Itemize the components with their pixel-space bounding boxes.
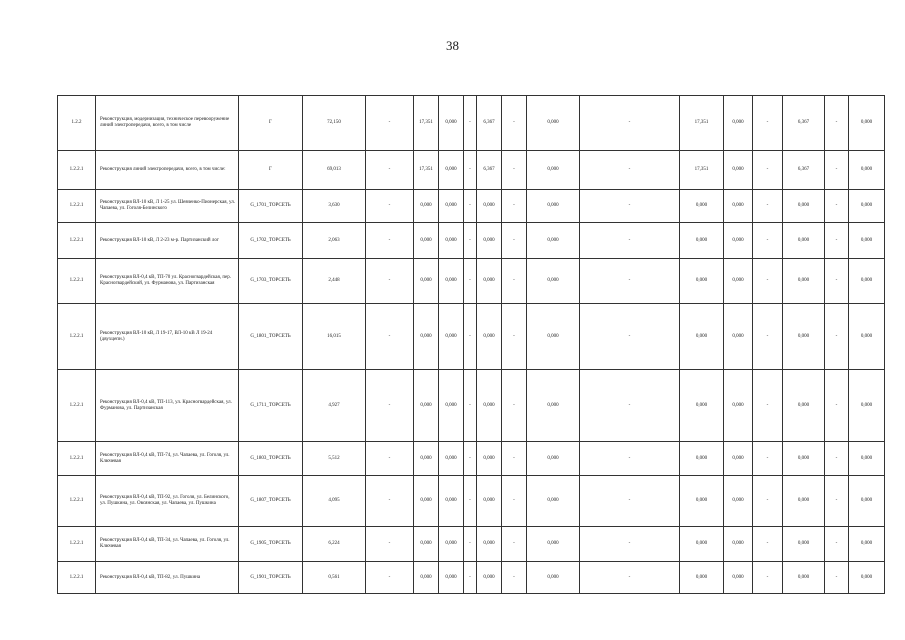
- cell-c18: 0,000: [849, 223, 885, 259]
- table-row: [58, 527, 885, 562]
- cell-c8: -: [464, 304, 477, 370]
- investment-table: [57, 95, 885, 594]
- cell-c16: 0,000: [783, 259, 825, 304]
- cell-c5: -: [366, 151, 414, 190]
- cell-c5: -: [366, 442, 414, 476]
- cell-c16: 0,000: [783, 223, 825, 259]
- cell-name: Реконструкция ВЛ-10 кВ, Л 19-17, ВЛ-10 кВ Л 19-24 (двухцепн.): [96, 304, 239, 370]
- cell-c18: 0,000: [849, 527, 885, 562]
- cell-c9: 0,000: [477, 370, 502, 442]
- cell-value: 16,015: [303, 304, 366, 370]
- table-row: [58, 190, 885, 223]
- cell-c15: -: [753, 442, 783, 476]
- cell-c17: -: [825, 190, 849, 223]
- cell-c16: 0,000: [783, 304, 825, 370]
- cell-num: 1.2.2.1: [58, 223, 96, 259]
- cell-c10: -: [502, 259, 527, 304]
- cell-code: G_1702_ТОРСЕТЬ: [239, 223, 303, 259]
- cell-value: 3,630: [303, 190, 366, 223]
- cell-c15: -: [753, 370, 783, 442]
- cell-c9: 0,000: [477, 527, 502, 562]
- cell-c9: 0,000: [477, 562, 502, 594]
- cell-c10: -: [502, 442, 527, 476]
- cell-c18: 0,000: [849, 370, 885, 442]
- table-row: [58, 562, 885, 594]
- cell-value: 4,095: [303, 476, 366, 527]
- cell-c14: 0,000: [724, 442, 753, 476]
- cell-c5: -: [366, 304, 414, 370]
- cell-c9: 0,000: [477, 223, 502, 259]
- cell-c7: 0,000: [439, 304, 464, 370]
- cell-c15: -: [753, 223, 783, 259]
- cell-c10: -: [502, 304, 527, 370]
- cell-c11: 0,000: [527, 562, 580, 594]
- cell-c17: -: [825, 442, 849, 476]
- cell-c8: -: [464, 527, 477, 562]
- cell-code: G_1711_ТОРСЕТЬ: [239, 370, 303, 442]
- cell-c5: -: [366, 562, 414, 594]
- cell-c7: 0,000: [439, 96, 464, 151]
- cell-c7: 0,000: [439, 151, 464, 190]
- cell-c12: -: [580, 259, 680, 304]
- table-row: [58, 442, 885, 476]
- cell-c12: -: [580, 527, 680, 562]
- cell-c16: 0,000: [783, 476, 825, 527]
- cell-c9: 0,000: [477, 442, 502, 476]
- cell-c6: 0,000: [414, 259, 439, 304]
- cell-c6: 0,000: [414, 527, 439, 562]
- cell-c18: 0,000: [849, 151, 885, 190]
- cell-c15: -: [753, 562, 783, 594]
- cell-code: Г: [239, 96, 303, 151]
- cell-c10: -: [502, 96, 527, 151]
- cell-c6: 0,000: [414, 304, 439, 370]
- cell-c14: 0,000: [724, 190, 753, 223]
- cell-c13: 0,000: [680, 562, 724, 594]
- cell-c12: -: [580, 190, 680, 223]
- cell-code: G_1801_ТОРСЕТЬ: [239, 304, 303, 370]
- cell-c12: -: [580, 304, 680, 370]
- cell-c5: -: [366, 370, 414, 442]
- cell-value: 4,927: [303, 370, 366, 442]
- cell-c9: 0,000: [477, 304, 502, 370]
- cell-c11: 0,000: [527, 259, 580, 304]
- cell-c18: 0,000: [849, 190, 885, 223]
- cell-code: Г: [239, 151, 303, 190]
- cell-c15: -: [753, 151, 783, 190]
- cell-c5: -: [366, 476, 414, 527]
- cell-c13: 0,000: [680, 304, 724, 370]
- cell-c14: 0,000: [724, 96, 753, 151]
- cell-c8: -: [464, 370, 477, 442]
- cell-c11: 0,000: [527, 476, 580, 527]
- cell-num: 1.2.2.1: [58, 562, 96, 594]
- cell-c16: 0,000: [783, 442, 825, 476]
- cell-c17: -: [825, 562, 849, 594]
- cell-c18: 0,000: [849, 476, 885, 527]
- cell-c7: 0,000: [439, 562, 464, 594]
- cell-c12: -: [580, 96, 680, 151]
- cell-c9: 0,000: [477, 190, 502, 223]
- cell-c16: 6,367: [783, 151, 825, 190]
- cell-c15: -: [753, 527, 783, 562]
- cell-c6: 17,351: [414, 151, 439, 190]
- cell-c10: -: [502, 190, 527, 223]
- cell-c10: -: [502, 527, 527, 562]
- cell-num: 1.2.2.1: [58, 151, 96, 190]
- table-row: [58, 476, 885, 527]
- table-row: [58, 259, 885, 304]
- cell-c6: 0,000: [414, 562, 439, 594]
- cell-code: G_1905_ТОРСЕТЬ: [239, 527, 303, 562]
- cell-c5: -: [366, 259, 414, 304]
- cell-c10: -: [502, 476, 527, 527]
- cell-num: 1.2.2.1: [58, 370, 96, 442]
- cell-c8: -: [464, 562, 477, 594]
- cell-c8: -: [464, 190, 477, 223]
- cell-c11: 0,000: [527, 304, 580, 370]
- cell-name: Реконструкция линий электропередачи, всего, в том числе:: [96, 151, 239, 190]
- table-row: [58, 151, 885, 190]
- cell-c18: 0,000: [849, 96, 885, 151]
- cell-c12: -: [580, 370, 680, 442]
- cell-name: Реконструкция ВЛ-0,4 кВ, ТП-113, ул. Красногвардейская, ул. Фурманова, ул. Партизанская: [96, 370, 239, 442]
- cell-c18: 0,000: [849, 562, 885, 594]
- cell-c6: 17,351: [414, 96, 439, 151]
- cell-c9: 6,367: [477, 96, 502, 151]
- cell-c9: 0,000: [477, 259, 502, 304]
- cell-c11: 0,000: [527, 223, 580, 259]
- cell-c10: -: [502, 151, 527, 190]
- cell-value: 0,561: [303, 562, 366, 594]
- cell-c18: 0,000: [849, 259, 885, 304]
- cell-c9: 0,000: [477, 476, 502, 527]
- cell-c6: 0,000: [414, 442, 439, 476]
- page-number: 38: [446, 38, 459, 53]
- cell-name: Реконструкция ВЛ-0,4 кВ, ТП-74, ул. Чапаева, ул. Гоголя, ул. Ключевая: [96, 442, 239, 476]
- cell-num: 1.2.2.1: [58, 476, 96, 527]
- cell-c6: 0,000: [414, 223, 439, 259]
- cell-c15: -: [753, 96, 783, 151]
- cell-num: 1.2.2.1: [58, 259, 96, 304]
- cell-c7: 0,000: [439, 259, 464, 304]
- cell-c11: 0,000: [527, 442, 580, 476]
- cell-num: 1.2.2.1: [58, 304, 96, 370]
- cell-name: Реконструкция ВЛ-0,4 кВ, ТП-82, ул. Пушкина: [96, 562, 239, 594]
- cell-c17: -: [825, 96, 849, 151]
- cell-c6: 0,000: [414, 370, 439, 442]
- cell-c12: -: [580, 562, 680, 594]
- cell-c14: 0,000: [724, 527, 753, 562]
- cell-c16: 0,000: [783, 370, 825, 442]
- cell-name: Реконструкция ВЛ-0,4 кВ, ТП-70 ул. Красногвардейская, пер. Красногвардейский, ул. Фурманова, ул. Партизанская: [96, 259, 239, 304]
- cell-c17: -: [825, 223, 849, 259]
- cell-c5: -: [366, 96, 414, 151]
- cell-c10: -: [502, 562, 527, 594]
- cell-c15: -: [753, 304, 783, 370]
- cell-c16: 6,367: [783, 96, 825, 151]
- cell-c5: -: [366, 527, 414, 562]
- cell-c17: -: [825, 527, 849, 562]
- cell-c6: 0,000: [414, 476, 439, 527]
- table-row: [58, 96, 885, 151]
- cell-c11: 0,000: [527, 370, 580, 442]
- cell-c18: 0,000: [849, 304, 885, 370]
- cell-c13: 17,351: [680, 96, 724, 151]
- cell-c13: 0,000: [680, 223, 724, 259]
- cell-c8: -: [464, 476, 477, 527]
- cell-c8: -: [464, 259, 477, 304]
- cell-c7: 0,000: [439, 476, 464, 527]
- cell-name: Реконструкция ВЛ-0,4 кВ, ТП-34, ул. Чапаева, ул. Гоголя, ул. Ключевая: [96, 527, 239, 562]
- cell-c13: 17,351: [680, 151, 724, 190]
- cell-c14: 0,000: [724, 304, 753, 370]
- cell-c14: 0,000: [724, 370, 753, 442]
- cell-value: 69,013: [303, 151, 366, 190]
- cell-c11: 0,000: [527, 190, 580, 223]
- cell-c15: -: [753, 190, 783, 223]
- cell-c5: -: [366, 223, 414, 259]
- cell-c17: -: [825, 259, 849, 304]
- cell-c8: -: [464, 151, 477, 190]
- cell-c11: 0,000: [527, 151, 580, 190]
- cell-c12: -: [580, 476, 680, 527]
- cell-c16: 0,000: [783, 527, 825, 562]
- cell-name: Реконструкция, модернизация, техническое перевооружение линий электропередачи, всего, в том числе: [96, 96, 239, 151]
- cell-num: 1.2.2.1: [58, 442, 96, 476]
- cell-c15: -: [753, 476, 783, 527]
- cell-c6: 0,000: [414, 190, 439, 223]
- cell-name: Реконструкция ВЛ-0,4 кВ, ТП-92, ул. Гоголя, ул. Белинского, ул. Пушкина, ул. Овсянская, ул. Чапаева, ул. Пушкина: [96, 476, 239, 527]
- cell-c5: -: [366, 190, 414, 223]
- cell-c17: -: [825, 151, 849, 190]
- cell-c17: -: [825, 304, 849, 370]
- cell-c7: 0,000: [439, 223, 464, 259]
- cell-code: G_1803_ТОРСЕТЬ: [239, 442, 303, 476]
- cell-c14: 0,000: [724, 562, 753, 594]
- cell-c9: 6,367: [477, 151, 502, 190]
- cell-c14: 0,000: [724, 223, 753, 259]
- cell-c12: -: [580, 442, 680, 476]
- cell-c10: -: [502, 223, 527, 259]
- cell-value: 2,448: [303, 259, 366, 304]
- cell-code: G_1901_ТОРСЕТЬ: [239, 562, 303, 594]
- table-row: [58, 370, 885, 442]
- cell-code: G_1807_ТОРСЕТЬ: [239, 476, 303, 527]
- cell-c18: 0,000: [849, 442, 885, 476]
- cell-value: 2,063: [303, 223, 366, 259]
- cell-name: Реконструкция ВЛ-10 кВ, Л 1-25 ул. Шевченко-Пионерская, ул. Чапаева, ул. Гоголя-Белинского: [96, 190, 239, 223]
- cell-c7: 0,000: [439, 190, 464, 223]
- cell-c11: 0,000: [527, 96, 580, 151]
- cell-c13: 0,000: [680, 527, 724, 562]
- cell-name: Реконструкция ВЛ-10 кВ, Л 2-23 м-р. Партизанский лог: [96, 223, 239, 259]
- cell-c13: 0,000: [680, 476, 724, 527]
- cell-code: G_1703_ТОРСЕТЬ: [239, 259, 303, 304]
- cell-c13: 0,000: [680, 442, 724, 476]
- cell-c11: 0,000: [527, 527, 580, 562]
- cell-value: 5,512: [303, 442, 366, 476]
- cell-num: 1.2.2.1: [58, 527, 96, 562]
- cell-c8: -: [464, 442, 477, 476]
- cell-c15: -: [753, 259, 783, 304]
- cell-c7: 0,000: [439, 370, 464, 442]
- cell-c14: 0,000: [724, 151, 753, 190]
- cell-c13: 0,000: [680, 190, 724, 223]
- cell-c16: 0,000: [783, 190, 825, 223]
- cell-value: 6,224: [303, 527, 366, 562]
- cell-c10: -: [502, 370, 527, 442]
- cell-c13: 0,000: [680, 259, 724, 304]
- cell-c7: 0,000: [439, 527, 464, 562]
- cell-c7: 0,000: [439, 442, 464, 476]
- cell-c17: -: [825, 370, 849, 442]
- cell-code: G_1701_ТОРСЕТЬ: [239, 190, 303, 223]
- cell-c8: -: [464, 96, 477, 151]
- cell-c17: -: [825, 476, 849, 527]
- table-row: [58, 223, 885, 259]
- cell-c13: 0,000: [680, 370, 724, 442]
- cell-num: 1.2.2.1: [58, 190, 96, 223]
- table-row: [58, 304, 885, 370]
- cell-c12: -: [580, 223, 680, 259]
- cell-value: 72,150: [303, 96, 366, 151]
- cell-c14: 0,000: [724, 476, 753, 527]
- cell-c14: 0,000: [724, 259, 753, 304]
- cell-c16: 0,000: [783, 562, 825, 594]
- cell-c12: -: [580, 151, 680, 190]
- cell-num: 1.2.2: [58, 96, 96, 151]
- cell-c8: -: [464, 223, 477, 259]
